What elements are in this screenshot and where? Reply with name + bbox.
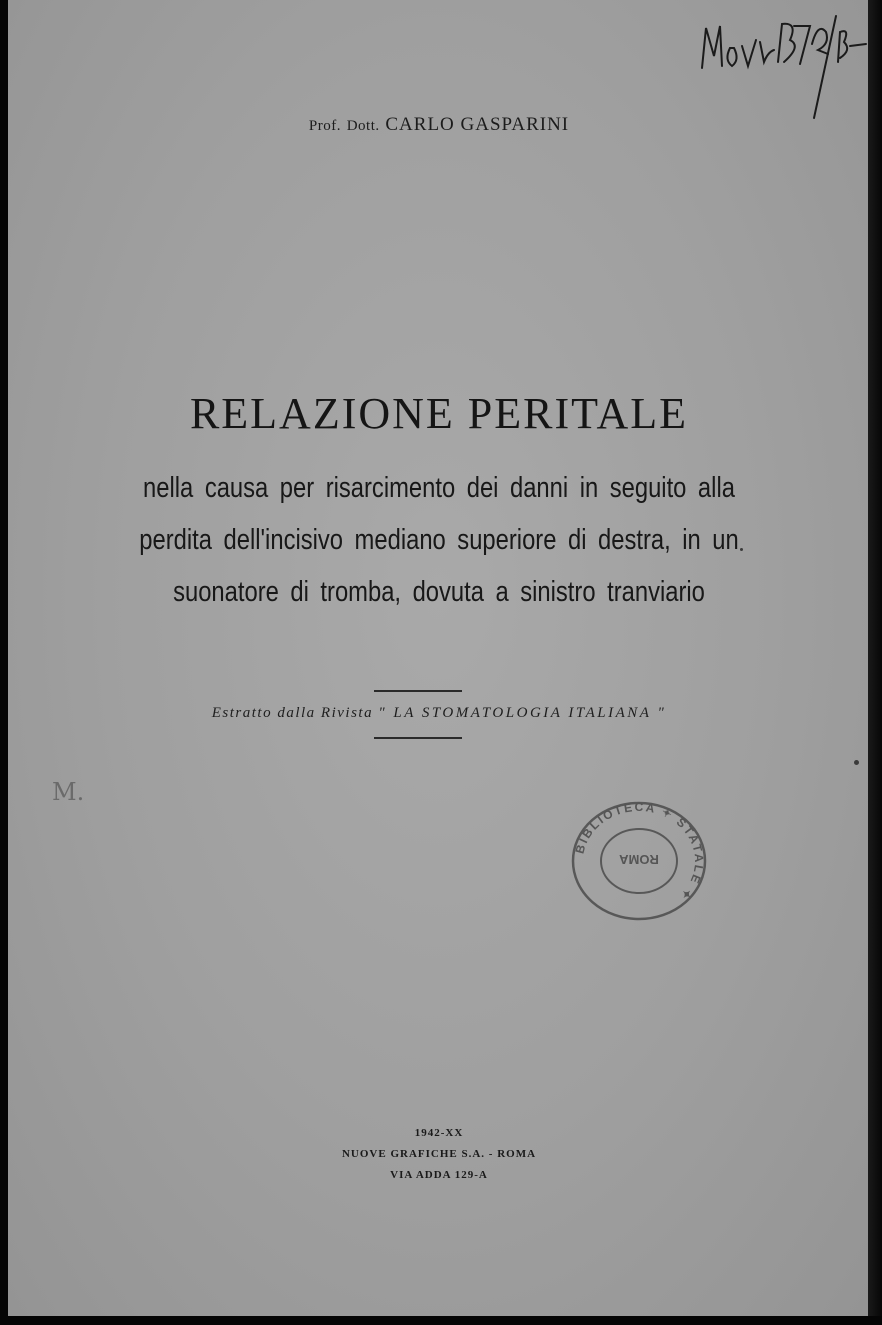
document-title: RELAZIONE PERITALE [189,389,689,438]
extract-note [8,705,870,722]
svg-text:ROMA: ROMA [619,852,659,867]
library-stamp [563,795,713,925]
colophon [8,1123,870,1186]
paper-speck [740,548,743,551]
author-prefix-dott: Dott. [346,118,380,134]
author-name: CARLO GASPARINI [385,114,570,135]
document-subtitle [135,462,743,618]
document-page [8,0,870,1318]
colophon-address: VIA ADDA 129-A [390,1169,488,1181]
author-line [8,114,870,136]
subtitle-line: perdita dell'incisivo mediano superiore di destra, in un [139,524,739,556]
top-rule [374,690,462,692]
extract-prefix: Estratto dalla Rivista [211,705,374,721]
colophon-publisher: NUOVE GRAFICHE S.A. - ROMA [341,1148,537,1160]
colophon-year: 1942-XX [414,1127,464,1139]
journal-name: " LA STOMATOLOGIA ITALIANA " [378,705,667,721]
paper-speck [854,760,859,765]
handwritten-shelfmark [698,10,868,125]
svg-text:BIBLIOTECA ✦ STATALE ✦: BIBLIOTECA ✦ STATALE ✦ [572,799,707,904]
subtitle-line: suonatore di tromba, dovuta a sinistro tranviario [173,576,705,608]
marginal-mark: M. [52,778,85,806]
author-prefix-prof: Prof. [308,118,341,134]
bottom-rule [374,737,462,739]
page-edge-shadow [868,0,882,1325]
subtitle-line: nella causa per risarcimento dei danni in seguito alla [143,472,735,504]
page-bottom-edge [0,1316,882,1325]
